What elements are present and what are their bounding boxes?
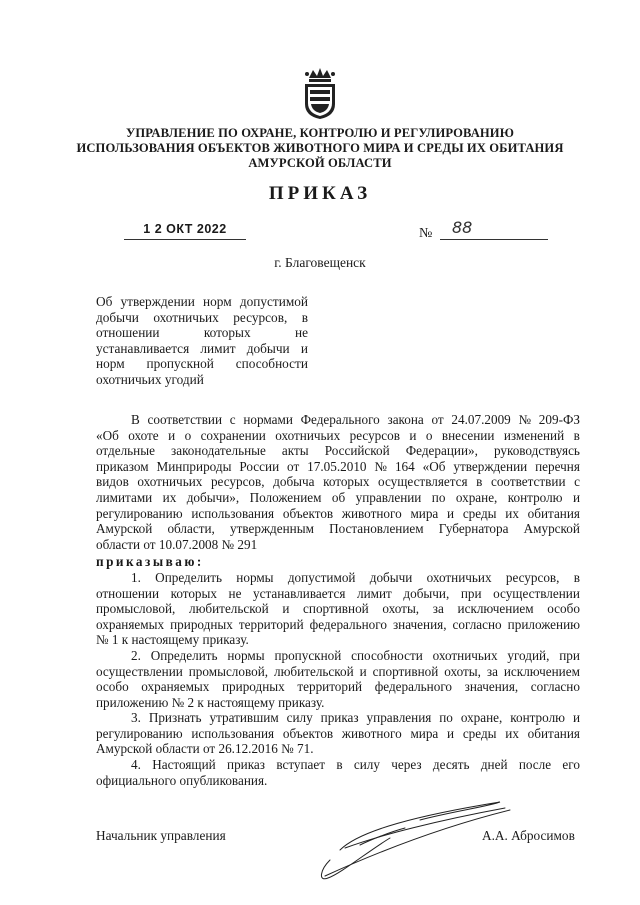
word: обитания <box>527 505 580 521</box>
word: Федерального <box>300 412 380 427</box>
word: ресурсов, <box>233 309 288 325</box>
word: 2. <box>131 647 141 663</box>
word: объектов <box>282 505 334 521</box>
word: охотничьих <box>432 647 498 663</box>
word: приказу. <box>278 694 325 710</box>
word: охотничьих <box>137 474 203 490</box>
word: руководствуясь <box>493 443 580 459</box>
word: добычи», <box>186 489 240 505</box>
word: лимит <box>200 340 236 356</box>
word: контролю <box>510 710 566 726</box>
word: управлении <box>355 489 422 505</box>
word: за <box>432 601 444 617</box>
word: 17.05.2010 <box>307 458 367 474</box>
word: от <box>203 741 216 757</box>
word: о <box>184 427 192 443</box>
word: 209-ФЗ <box>538 412 580 427</box>
word: допустимой <box>287 569 356 585</box>
org-line: УПРАВЛЕНИЕ ПО ОХРАНЕ, КОНТРОЛЮ И РЕГУЛИРОВАНИЮ <box>126 126 514 140</box>
word: в <box>476 474 483 490</box>
word: об <box>331 489 346 505</box>
word: допустимой <box>239 294 308 309</box>
word: охране, <box>460 710 503 726</box>
word: № <box>374 458 388 474</box>
word: охотничьих <box>275 427 341 443</box>
word: официального <box>96 772 177 788</box>
word: соответствии <box>490 474 566 490</box>
word: спортивной <box>303 601 369 617</box>
word: лимит <box>357 585 392 601</box>
order-item-line <box>96 617 580 633</box>
word: и <box>572 489 580 505</box>
word: его <box>562 757 580 773</box>
word: исключением <box>503 663 580 679</box>
word: Определить <box>150 647 218 663</box>
word: управления <box>366 710 432 726</box>
word: ресурсов <box>349 427 400 443</box>
word: территорий <box>238 616 304 632</box>
word: за <box>486 663 498 679</box>
handwritten-signature-icon <box>300 790 520 885</box>
word: от <box>287 458 300 474</box>
word: добычи, <box>403 585 450 601</box>
word: особо <box>96 679 129 695</box>
word: регулированию <box>96 725 183 741</box>
word: по <box>431 489 446 505</box>
coat-of-arms-icon <box>301 64 339 120</box>
order-subject <box>96 294 308 388</box>
word: угодий, <box>507 647 550 663</box>
word: их <box>505 725 519 741</box>
word: Настоящий <box>152 757 216 773</box>
word: Российской <box>324 443 390 459</box>
preamble-line <box>96 459 580 475</box>
order-item-line <box>96 757 580 773</box>
word: осуществлении <box>96 663 183 679</box>
word: охоты, <box>444 663 481 679</box>
organization-name <box>60 126 580 171</box>
word: 24.07.2009 <box>451 412 511 427</box>
word: их <box>505 505 519 521</box>
word: и <box>300 340 308 356</box>
document-body <box>96 412 580 788</box>
word: с <box>229 412 236 427</box>
word: отдельные <box>96 443 155 459</box>
word: перечня <box>535 458 580 474</box>
word: В <box>131 412 140 427</box>
word: использования <box>191 725 275 741</box>
word: среды <box>462 725 497 741</box>
word: 10.07.2008 <box>158 536 219 552</box>
word: добыча <box>273 474 315 490</box>
signatory-position: Начальник управления <box>96 828 226 843</box>
order-item-line <box>96 586 580 602</box>
word: мира <box>410 505 439 521</box>
word: контролю <box>507 489 563 505</box>
word: 1. <box>131 569 141 585</box>
word: Об <box>96 294 113 309</box>
city: г. Благовещенск <box>274 255 366 270</box>
word: России <box>239 458 280 474</box>
word: охоты, <box>382 601 420 617</box>
preamble-line <box>96 412 580 428</box>
preamble-line <box>96 521 580 537</box>
word: охотничьих угодий <box>96 371 204 387</box>
word: через <box>391 757 422 773</box>
preamble-line <box>96 506 580 522</box>
word: утратившим <box>209 710 279 726</box>
word: промысловой, <box>96 601 176 617</box>
word: среды <box>462 505 497 521</box>
word: силу <box>286 710 313 726</box>
word: приложению <box>507 616 580 632</box>
word: нормы <box>227 647 265 663</box>
word: объектов <box>282 725 334 741</box>
word: от <box>431 412 444 427</box>
word: № <box>96 632 109 648</box>
word: 26.12.2016 <box>218 741 278 757</box>
word: и <box>409 427 417 443</box>
word: Определить <box>155 569 223 585</box>
word: не <box>228 585 242 601</box>
word: приказу. <box>202 632 249 648</box>
word: к <box>121 632 129 648</box>
word: федерального <box>309 616 387 632</box>
word: их <box>162 489 177 505</box>
word: спортивной <box>372 663 439 679</box>
word: нормами <box>243 412 293 427</box>
word: Минприроды <box>156 458 232 474</box>
word: Амурской <box>96 521 153 537</box>
word: соответствии <box>147 412 223 427</box>
word: пропускной <box>274 647 342 663</box>
number-underline <box>440 239 548 240</box>
preamble-line <box>96 428 580 444</box>
word: о <box>425 427 433 443</box>
word: охраняемых <box>141 679 210 695</box>
preamble-line <box>96 537 580 553</box>
order-item-line <box>96 710 580 726</box>
word: изменений <box>503 427 565 443</box>
signatory-name: А.А. Абросимов <box>482 828 575 843</box>
word: и <box>359 663 367 679</box>
word: при <box>559 647 580 663</box>
word: и <box>282 601 290 617</box>
word: которых <box>323 474 370 490</box>
date-underline <box>124 239 246 240</box>
word: от <box>143 536 156 552</box>
word: законодательные <box>171 443 266 459</box>
word: способности <box>351 647 423 663</box>
word: не <box>294 325 308 341</box>
word: промысловой, <box>188 663 269 679</box>
word: 164 <box>394 458 415 474</box>
word: приказ <box>320 710 359 726</box>
word: 2 <box>187 694 195 710</box>
word: пропускной <box>146 356 214 372</box>
word: охотничьих <box>426 569 492 585</box>
preamble-line <box>96 474 580 490</box>
word: добычи <box>96 309 139 325</box>
word: любительской <box>274 663 354 679</box>
word: № <box>281 741 294 757</box>
word: видов <box>96 474 129 490</box>
word: настоящему <box>131 632 200 648</box>
word: исключением <box>457 601 534 617</box>
word: 291 <box>237 536 258 552</box>
word: приказ <box>227 757 265 773</box>
word: в <box>573 569 580 585</box>
word: и <box>572 710 580 726</box>
word: к <box>197 694 204 710</box>
number-label: № <box>419 226 433 241</box>
subject-line <box>96 294 308 310</box>
word: норм <box>203 294 232 309</box>
word: которых <box>203 325 251 341</box>
word: ресурсов, <box>505 569 560 585</box>
word: согласно <box>530 679 580 695</box>
word: № <box>518 412 532 427</box>
order-item-line <box>96 726 580 742</box>
word: «Об <box>96 427 119 443</box>
order-date: 1 2 ОКТ 2022 <box>143 222 227 236</box>
word: в <box>336 757 343 773</box>
word: охотничьих <box>153 309 219 325</box>
orders-label: приказываю: <box>96 554 204 570</box>
word: значения, <box>392 616 447 632</box>
word: и <box>168 427 176 443</box>
word: добычи <box>369 569 413 585</box>
order-item-line <box>96 664 580 680</box>
subject-line <box>96 325 308 341</box>
word: внесении <box>441 427 495 443</box>
word: 3. <box>131 710 141 726</box>
word: дней <box>480 757 508 773</box>
preamble-line <box>96 443 580 459</box>
word: животного <box>341 725 402 741</box>
word: опубликования. <box>179 772 268 788</box>
document-title: ПРИКАЗ <box>268 183 372 204</box>
word: согласно <box>452 616 502 632</box>
word: охране, <box>455 489 498 505</box>
order-item-line <box>96 679 580 695</box>
word: обитания <box>527 725 580 741</box>
subject-line <box>96 310 308 326</box>
word: особо <box>547 601 580 617</box>
word: силу <box>353 757 380 773</box>
word: области <box>155 741 200 757</box>
order-item-line <box>96 632 580 648</box>
word: области <box>96 536 141 552</box>
word: 71. <box>297 741 314 757</box>
word: № <box>171 694 185 710</box>
word: добычи <box>246 340 290 356</box>
word: «Об <box>422 458 446 474</box>
word: отношении <box>96 325 160 341</box>
word: мира <box>410 725 439 741</box>
order-item-line <box>96 695 580 711</box>
word: животного <box>341 505 402 521</box>
word: осуществлении <box>493 585 580 601</box>
word: нормы <box>236 569 274 585</box>
preamble-line <box>96 490 580 506</box>
word: которых <box>170 585 217 601</box>
subject-line <box>96 341 308 357</box>
word: настоящему <box>207 694 275 710</box>
order-item-line <box>96 741 580 757</box>
word: Амурской <box>523 521 580 537</box>
word: акты <box>281 443 309 459</box>
word: утвержденным <box>229 521 314 537</box>
word: федерального <box>374 679 453 695</box>
word: после <box>518 757 552 773</box>
order-item-line <box>96 570 580 586</box>
word: способности <box>235 356 308 372</box>
word: 1 <box>111 632 119 648</box>
subject-line <box>96 372 308 388</box>
org-line: ИСПОЛЬЗОВАНИЯ ОБЪЕКТОВ ЖИВОТНОГО МИРА И СРЕДЫ ИХ ОБИТАНИЯ <box>76 141 564 155</box>
word: приказом <box>96 458 149 474</box>
word: десять <box>432 757 470 773</box>
subject-line <box>96 356 308 372</box>
word: закона <box>387 412 424 427</box>
word: регулированию <box>96 505 183 521</box>
word: использования <box>191 505 275 521</box>
word: Положением <box>249 489 322 505</box>
word: устанавливается <box>96 340 190 356</box>
word: Амурской <box>96 741 153 757</box>
order-item-line <box>96 601 580 617</box>
word: при <box>460 585 482 601</box>
word: значения, <box>464 679 519 695</box>
word: Губернатора <box>438 521 509 537</box>
word: вступает <box>276 757 326 773</box>
word: 4. <box>131 757 141 773</box>
word: в <box>301 309 308 325</box>
word: Федерации», <box>405 443 478 459</box>
order-item-line <box>96 648 580 664</box>
order-number: 88 <box>452 218 473 237</box>
word: № <box>221 536 235 552</box>
word: устанавливается <box>253 585 346 601</box>
word: утверждении <box>120 294 195 309</box>
word: отношении <box>96 585 160 601</box>
word: любительской <box>188 601 269 617</box>
word: территорий <box>297 679 363 695</box>
word: природных <box>222 679 285 695</box>
word: Признать <box>148 710 202 726</box>
order-item-line <box>96 773 580 789</box>
word: норм <box>96 356 125 372</box>
word: приложению <box>96 694 169 710</box>
word: в <box>573 427 580 443</box>
word: осуществляется <box>378 474 468 490</box>
word: природных <box>170 616 233 632</box>
word: утверждении <box>453 458 528 474</box>
word: охраняемых <box>96 616 165 632</box>
word: сохранении <box>200 427 266 443</box>
org-line: АМУРСКОЙ ОБЛАСТИ <box>248 156 392 170</box>
word: Постановлением <box>329 521 424 537</box>
word: по <box>439 710 453 726</box>
word: области, <box>167 521 215 537</box>
word: с <box>574 474 580 490</box>
word: ресурсов, <box>210 474 265 490</box>
word: охоте <box>128 427 159 443</box>
word: и <box>447 505 455 521</box>
word: лимитами <box>96 489 153 505</box>
word: и <box>447 725 455 741</box>
